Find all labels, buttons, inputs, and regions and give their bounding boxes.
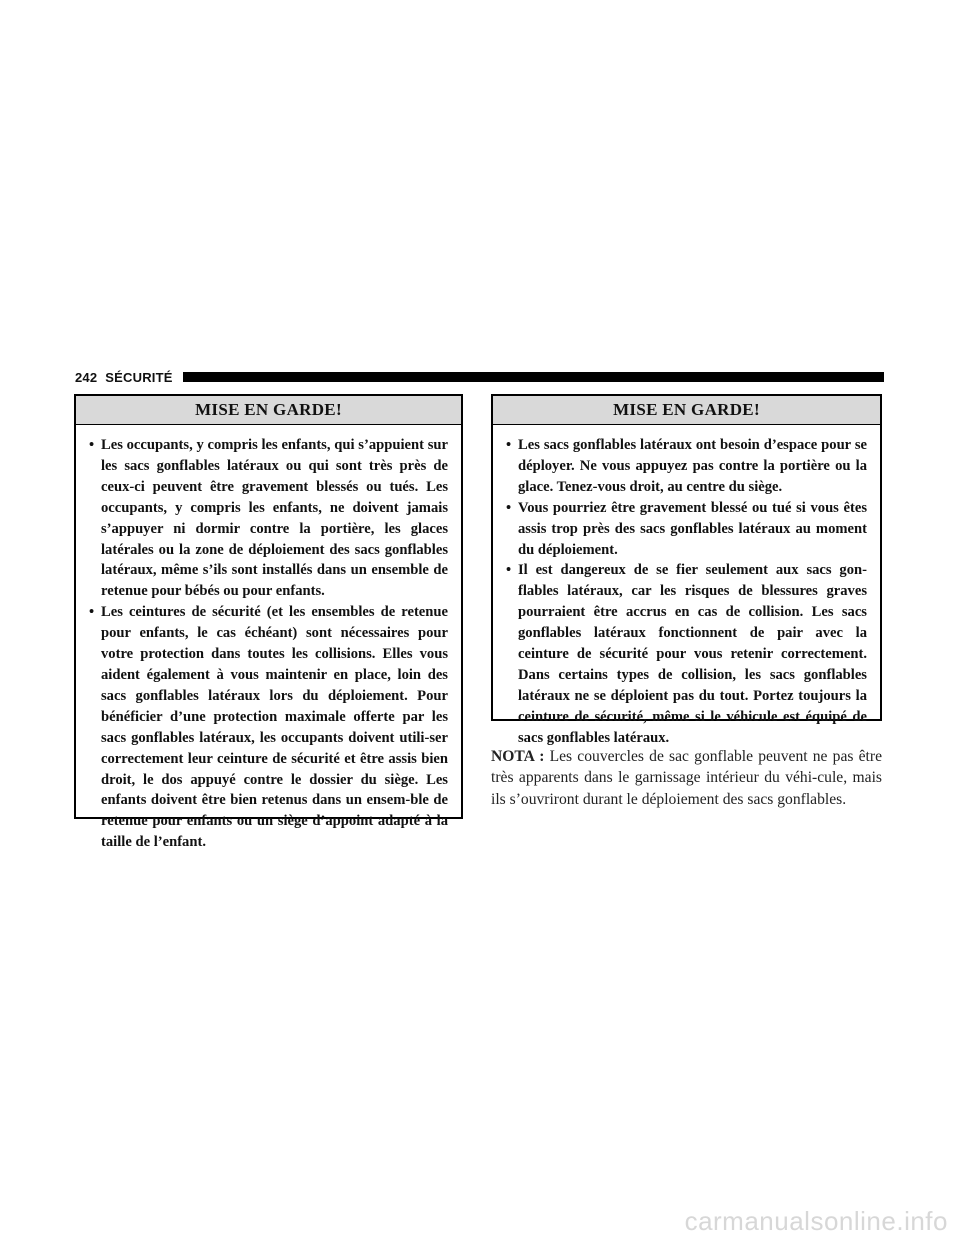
page-number: 242: [75, 369, 98, 385]
warning-list: [493, 425, 880, 749]
note-text: Les couvercles de sac gonflable peuvent ne pas être très apparents dans le garnissage intérieur du véhi-cule, mais ils s’ouvriront durant le déploiement des sacs gonflables.: [491, 747, 882, 808]
warning-box-right: [491, 394, 882, 746]
warning-item-text: Les sacs gonflables latéraux ont besoin d’espace pour se déployer. Ne vous appuyez pas contre la portière ou la glace. Tenez-vous droit, au centre du siège.: [518, 437, 867, 495]
warning-title: MISE EN GARDE!: [493, 396, 880, 425]
bullet-icon: •: [506, 562, 512, 579]
bullet-icon: •: [89, 604, 95, 621]
warning-item: [89, 602, 448, 853]
warning-item: [506, 435, 867, 498]
bullet-icon: •: [506, 499, 512, 516]
warning-item-text: Vous pourriez être gravement blessé ou tué si vous êtes assis trop près des sacs gonflables latéraux au moment du déploiement.: [518, 499, 867, 558]
header-rule: [183, 372, 884, 382]
warning-item: [89, 435, 448, 602]
warning-item: [506, 498, 867, 561]
warning-item-text: Les ceintures de sécurité (et les ensembles de retenue pour enfants, le cas échéant) sont nécessaires pour votre protection dans toutes les collisions. Elles vous aident également à vous maintenir en place, loin des sacs gonflables latéraux lors du déploiement. Pour bénéficier d’une protection maximale offerte par les sacs gonflables latéraux, les occupants doivent utili-ser correctement leur ceinture de sécurité et être assis bien droit, le dos appuyé contre le dossier du siège. Les enfants doivent être bien retenus dans un ensem-ble de retenue pour enfants ou un siège d’appoint adapté à la taille de l’enfant.: [101, 604, 448, 851]
page-header: [75, 367, 884, 387]
warning-item-text: Il est dangereux de se fier seulement aux sacs gon-flables latéraux, car les risques de blessures graves pourraient être accrus en cas de collision. Les sacs gonflables latéraux fonctionnent de pair avec la ceinture de sécurité pour vous retenir correctement. Dans certains types de collision, les sacs gonflables latéraux ne se déploient pas du tout. Portez toujours la ceinture de sécurité, même si le véhicule est équipé de sacs gonflables latéraux.: [518, 562, 867, 746]
bullet-icon: •: [506, 437, 512, 453]
watermark: carmanualsonline.info: [684, 1206, 948, 1236]
warning-item-text: Les occupants, y compris les enfants, qui s’appuient sur les sacs gonflables latéraux ou qui sont très près de ceux-ci peuvent être gravement blessés ou tués. Les occupants, y compris les enfants, ne doivent jamais s’appuyer ni dormir contre la portière, les glaces latérales ou la zone de déploiement des sacs gonflables latéraux, même s’ils sont installés dans un ensemble de retenue pour bébés ou pour enfants.: [101, 437, 448, 600]
note-paragraph: [491, 746, 882, 811]
warning-item: [506, 560, 867, 748]
bullet-icon: •: [89, 437, 95, 453]
warning-title: MISE EN GARDE!: [76, 396, 461, 425]
note-label: NOTA :: [491, 747, 545, 765]
warning-list: [76, 425, 461, 853]
warning-box-left: [74, 394, 463, 851]
section-title: SÉCURITÉ: [105, 369, 173, 385]
